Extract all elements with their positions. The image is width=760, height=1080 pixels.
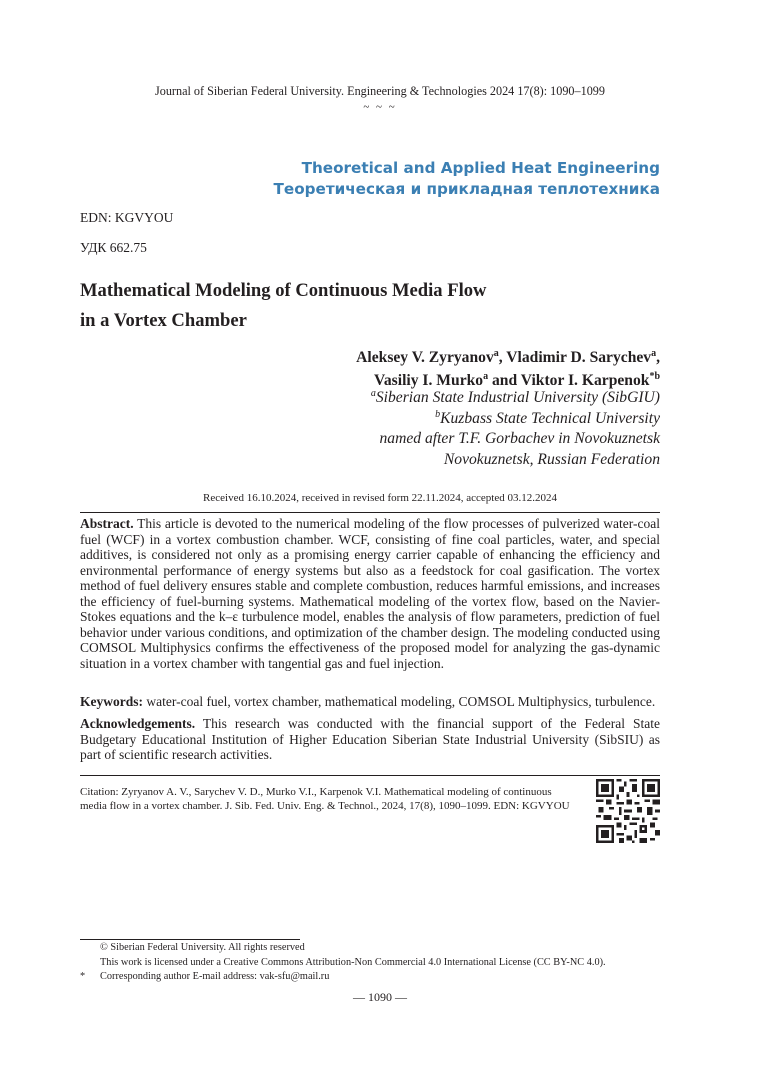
udk-code: УДК 662.75 bbox=[80, 240, 147, 255]
article-title bbox=[80, 276, 600, 336]
affil-mark: a bbox=[370, 387, 376, 399]
affiliations bbox=[371, 388, 660, 470]
footnote-mark: * bbox=[80, 971, 86, 982]
author-separator: , bbox=[498, 349, 507, 366]
author-separator: , bbox=[656, 349, 660, 366]
author-list bbox=[356, 346, 660, 392]
journal-header: Journal of Siberian Federal University. Engineering & Technologies 2024 17(8): 1090–1099 bbox=[155, 84, 605, 98]
affil-mark: a bbox=[493, 347, 499, 359]
author-separator: and bbox=[488, 372, 521, 389]
keywords-text: water-coal fuel, vortex chamber, mathematical modeling, COMSOL Multiphysics, turbulence. bbox=[143, 694, 656, 709]
copyright-note: © Siberian Federal University. All rights reserved bbox=[100, 942, 305, 953]
affiliation-kuzbass-cont: named after T.F. Gorbachev in Novokuznetsk bbox=[379, 430, 660, 447]
license-note: This work is licensed under a Creative Commons Attribution-Non Commercial 4.0 International License (CC BY-NC 4.0). bbox=[100, 957, 606, 968]
qr-code-icon[interactable] bbox=[596, 779, 660, 843]
author-karpenok: Viktor I. Karpenok bbox=[520, 372, 650, 389]
author-zyryanov: Aleksey V. Zyryanov bbox=[356, 349, 494, 366]
article-title-line1: Mathematical Modeling of Continuous Media Flow bbox=[80, 280, 487, 301]
acknowledgements bbox=[80, 716, 660, 763]
keywords bbox=[80, 694, 660, 710]
affil-mark: a bbox=[483, 370, 489, 382]
affil-mark: b bbox=[435, 408, 441, 420]
page-number: — 1090 — bbox=[353, 990, 407, 1004]
article-title-line2: in a Vortex Chamber bbox=[80, 310, 247, 331]
abstract-text: This article is devoted to the numerical modeling of the flow processes of pulverized water-coal fuel (WCF) in a vortex combustion chamber. WCF, consisting of fine coal particles, water, and special additives, is considered not only as a promising energy carrier capable of enhancing the efficiency and environmental performance of energy systems but also as a feedstock for coal gasification. The vortex method of fuel delivery ensures stable and complete combustion, reduces harmful emissions, and increases the efficiency of fuel-burning systems. Mathematical modeling of the vortex flow, based on the Navier-Stokes equations and the k–ε turbulence model, enables the analysis of flow parameters, prediction of fuel behavior under various conditions, and optimization of the chamber design. The modeling conducted using COMSOL Multiphysics confirms the effectiveness of the proposed model for analyzing the gas-dynamic situation in a vortex chamber with tangential gas and fuel injection. bbox=[80, 516, 660, 671]
edn-code: EDN: KGVYOU bbox=[80, 210, 174, 225]
affil-mark: a bbox=[651, 347, 657, 359]
citation: Citation: Zyryanov A. V., Sarychev V. D., Murko V.I., Karpenok V.I. Mathematical modeling of continuous media flow in a vortex chamber. J. Sib. Fed. Univ. Eng. & Technol., 2024, 17(8), 1090–1099. EDN: KGVYOU bbox=[80, 786, 570, 813]
affiliation-city: Novokuznetsk, Russian Federation bbox=[443, 450, 660, 468]
received-dates: Received 16.10.2024, received in revised form 22.11.2024, accepted 03.12.2024 bbox=[203, 492, 557, 504]
acknowledgements-text: This research was conducted with the financial support of the Federal State Budgetary Educational Institution of Higher Education Siberian State Industrial University (SibSIU) as part of scientific research activities. bbox=[80, 716, 660, 762]
divider bbox=[80, 775, 660, 776]
section-title-en: Theoretical and Applied Heat Engineering bbox=[301, 159, 660, 177]
acknowledgements-label: Acknowledgements. bbox=[80, 716, 196, 731]
affil-mark: *b bbox=[649, 370, 660, 382]
author-sarychev: Vladimir D. Sarychev bbox=[506, 349, 652, 366]
footnote-divider bbox=[80, 939, 300, 940]
corresponding-author-note: Corresponding author E-mail address: vak-sfu@mail.ru bbox=[100, 971, 330, 982]
author-murko: Vasiliy I. Murko bbox=[374, 372, 484, 389]
keywords-label: Keywords: bbox=[80, 694, 143, 709]
separator-tildes: ~ ~ ~ bbox=[363, 101, 397, 113]
abstract-label: Abstract. bbox=[80, 516, 134, 531]
affiliation-sibgiu: Siberian State Industrial University (SibGIU) bbox=[375, 389, 660, 406]
affiliation-kuzbass: Kuzbass State Technical University bbox=[440, 409, 660, 427]
divider bbox=[80, 512, 660, 513]
abstract bbox=[80, 516, 660, 671]
section-title-ru: Теоретическая и прикладная теплотехника bbox=[273, 180, 660, 198]
